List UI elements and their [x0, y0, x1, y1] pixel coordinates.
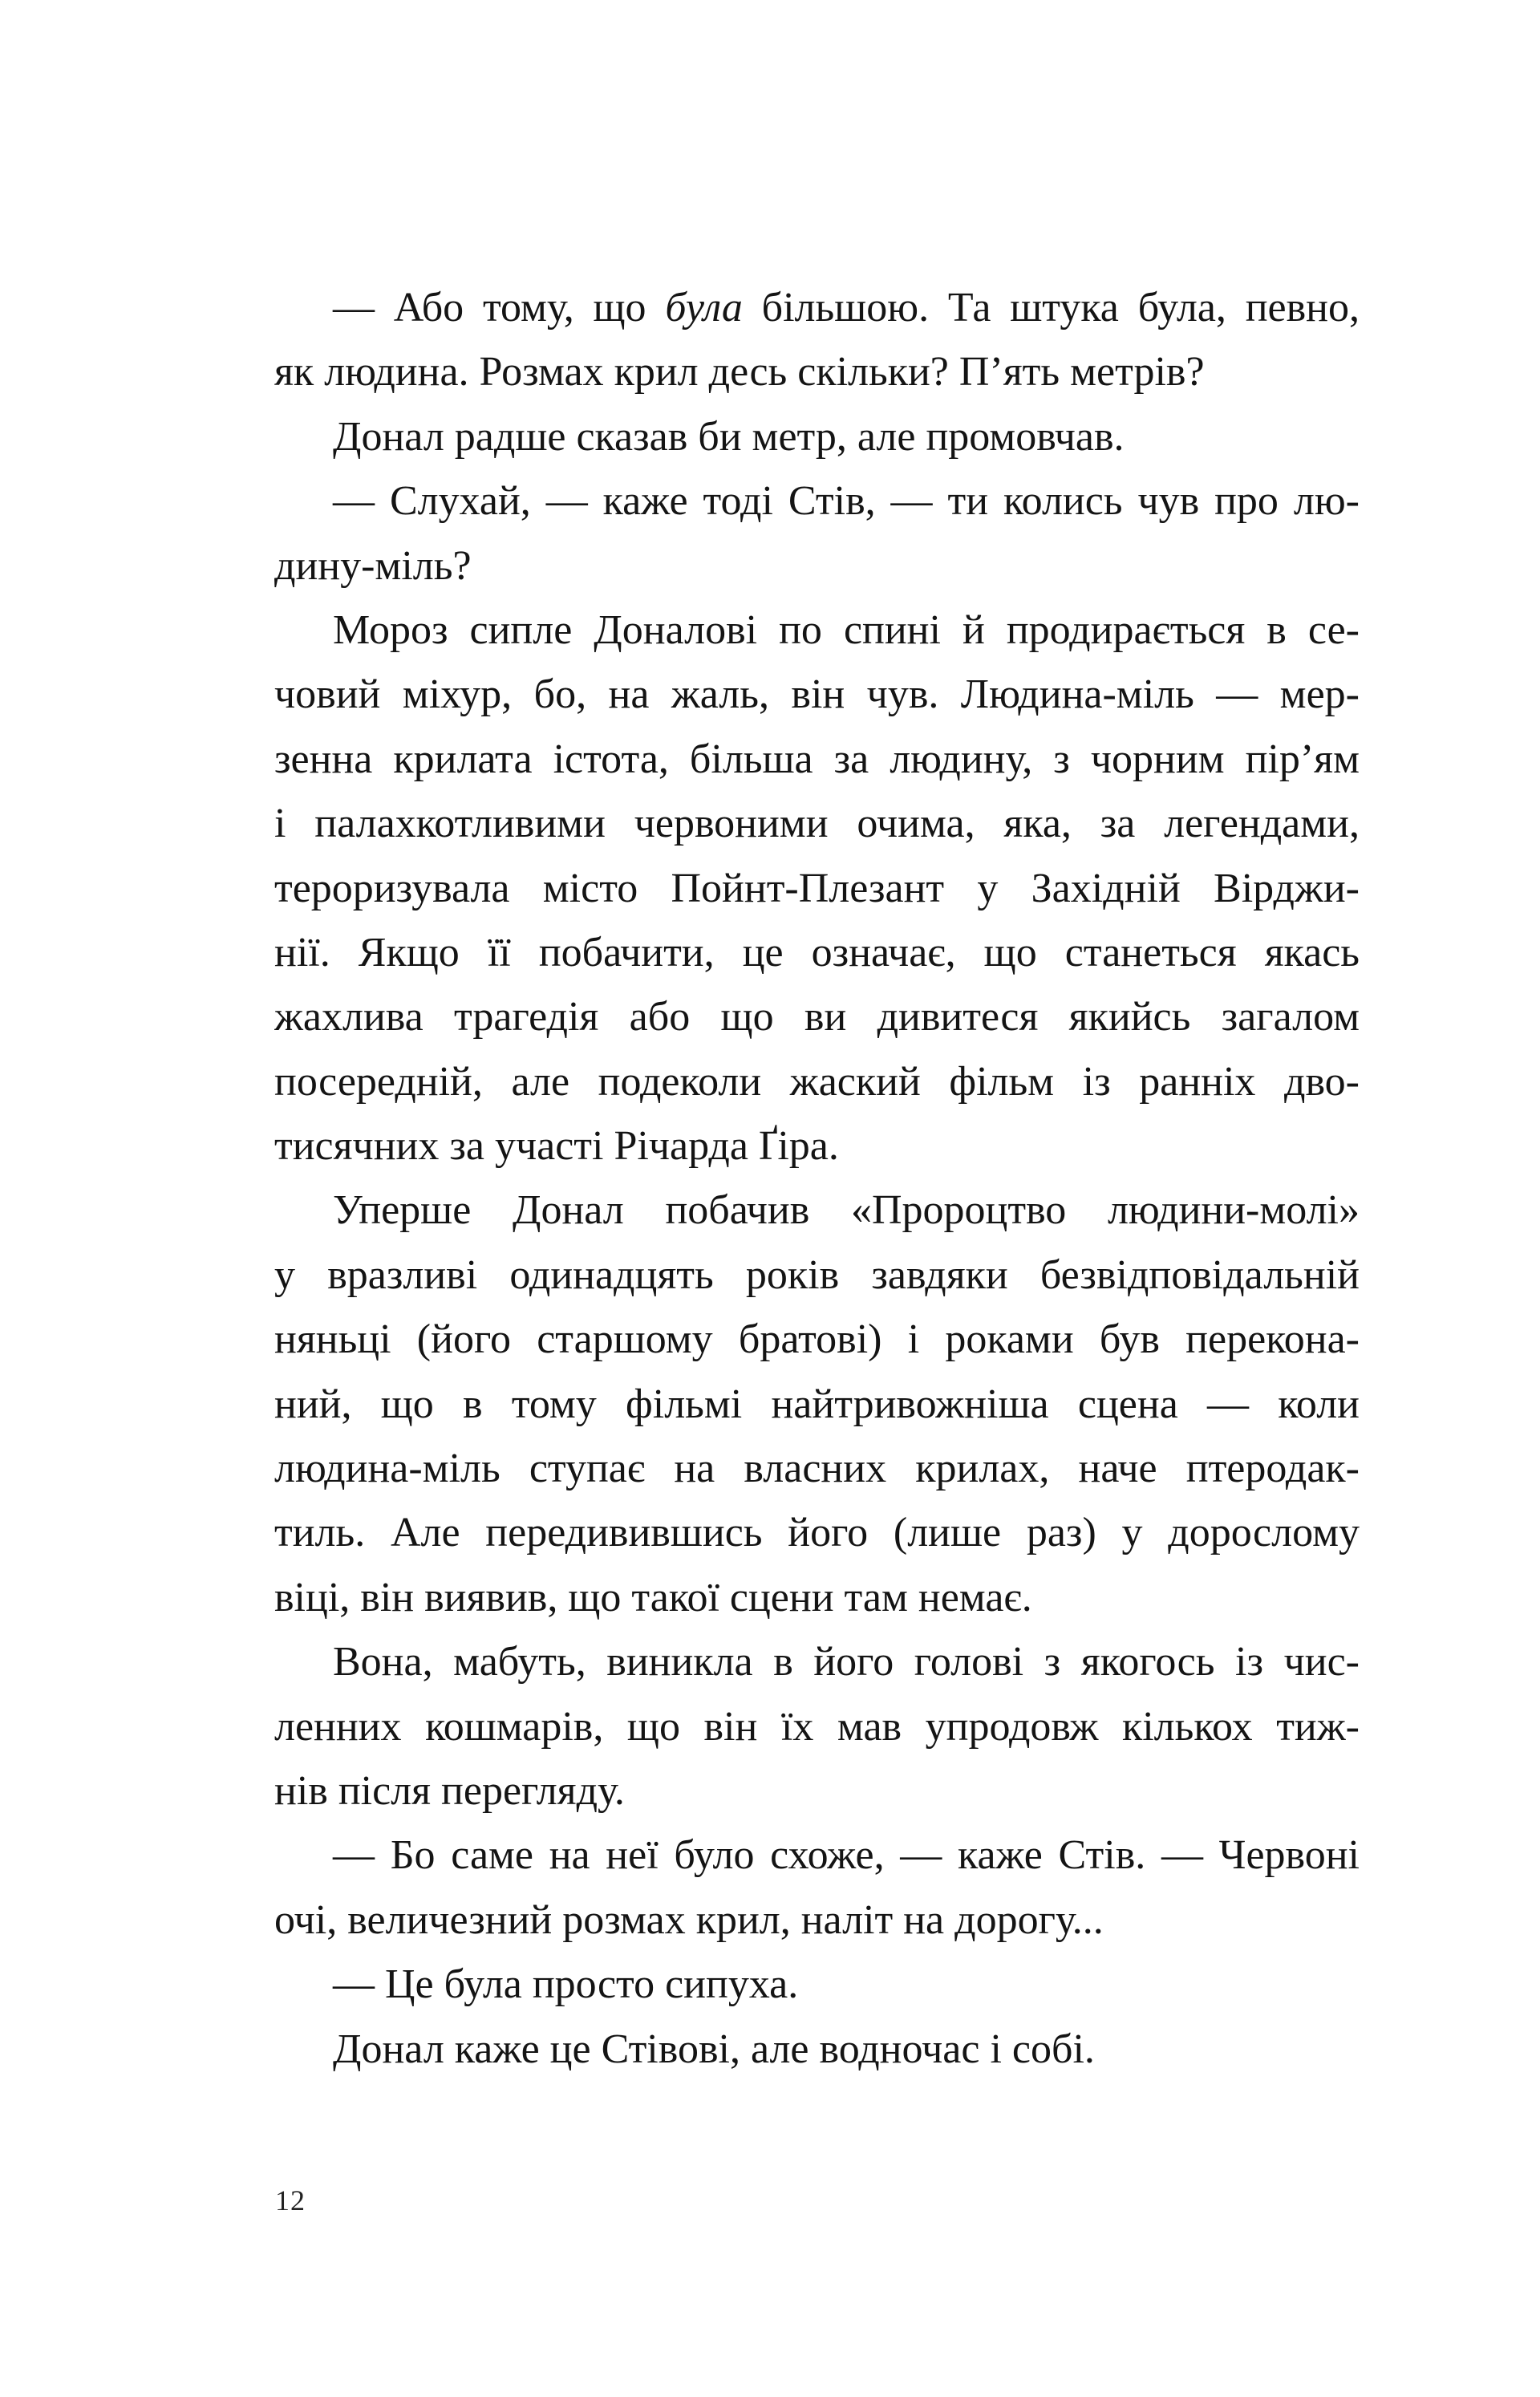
- text-line: Донал радше сказав би метр, але промовчав.: [333, 413, 1125, 460]
- text-line: [274, 276, 1360, 340]
- text-line: човий міхур, бо, на жаль, він чув. Людина-міль — мер-: [274, 671, 1360, 718]
- text-line: ленних кошмарів, що він їх мав упродовж кількох тиж-: [274, 1703, 1360, 1750]
- text-line: тисячних за участі Річарда Ґіра.: [274, 1123, 839, 1170]
- page-number: 12: [275, 2184, 306, 2217]
- text-line: Мороз сипле Доналові по спині й продирається в се-: [333, 606, 1360, 653]
- text-line: нів після перегляду.: [274, 1767, 625, 1814]
- text-line: зенна крилата істота, більша за людину, з чорним пір’ям: [274, 736, 1360, 782]
- text-line: нії. Якщо її побачити, це означає, що станеться якась: [274, 929, 1360, 975]
- text-line: дину-міль?: [274, 542, 472, 589]
- text-line: людина-міль ступає на власних крилах, наче птеродак-: [274, 1446, 1360, 1492]
- text-line: — Бо саме на неї було схоже, — каже Стів. — Червоні: [333, 1832, 1360, 1879]
- text-line: тероризувала місто Пойнт-Плезант у Західній Вірджи-: [274, 865, 1360, 911]
- text-line: няньці (його старшому братові) і роками був перекона-: [274, 1316, 1360, 1363]
- text-line: очі, величезний розмах крил, наліт на дорогу...: [274, 1896, 1104, 1943]
- text-span: — Або тому, що: [333, 285, 666, 331]
- text-line: як людина. Розмах крил десь скільки? П’ять метрів?: [274, 349, 1205, 395]
- body-text: [274, 276, 1360, 2082]
- text-line: у вразливі одинадцять років завдяки безвідповідальній: [274, 1251, 1360, 1298]
- text-line: тиль. Але передивившись його (лише раз) у дорослому: [274, 1510, 1360, 1556]
- text-span: більшою. Та штука була, певно,: [742, 285, 1360, 331]
- text-line: ний, що в тому фільмі найтривожніша сцена — коли: [274, 1381, 1360, 1427]
- text-line: Вона, мабуть, виникла в його голові з якогось із чис-: [333, 1639, 1360, 1685]
- italic-emphasis: була: [665, 285, 743, 331]
- text-line: віці, він виявив, що такої сцени там немає.: [274, 1574, 1032, 1620]
- text-line: Донал каже це Стівові, але водночас і собі.: [333, 2026, 1095, 2072]
- text-line: — Слухай, — каже тоді Стів, — ти колись чув про лю-: [333, 478, 1360, 525]
- text-line: посередній, але подеколи жаский фільм із ранніх дво-: [274, 1058, 1360, 1105]
- text-line: і палахкотливими червоними очима, яка, за легендами,: [274, 801, 1360, 847]
- text-line: жахлива трагедія або що ви дивитеся якийсь загалом: [274, 994, 1360, 1040]
- text-line: — Це була просто сипуха.: [333, 1961, 799, 2008]
- text-line: Уперше Донал побачив «Пророцтво людини-молі»: [333, 1187, 1360, 1234]
